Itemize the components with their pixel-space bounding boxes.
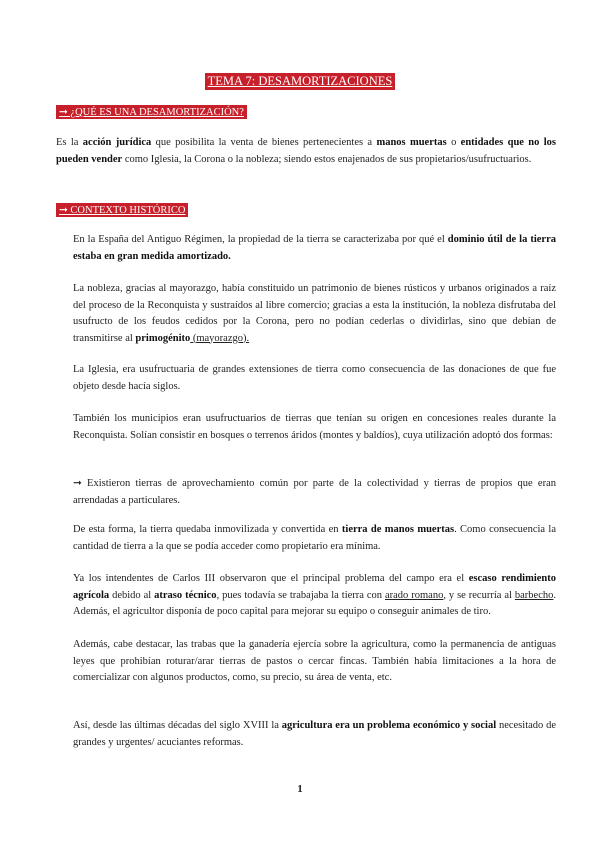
- context-paragraph-arrow-item: ➞ Existieron tierras de aprovechamiento común por parte de la colectividad y tierras de propios que eran arrendadas a particulares.: [73, 478, 556, 506]
- context-paragraph-1: En la España del Antiguo Régimen, la propiedad de la tierra se caracterizaba por qué el dominio útil de la tierra estaba en gran medida amortizado.: [73, 234, 556, 262]
- context-paragraph-church: La Iglesia, era usufructuaria de grandes extensiones de tierra como consecuencia de las donaciones de que fue objeto desde hacía siglos.: [73, 364, 556, 392]
- context-paragraph-carlos-iii: Ya los intendentes de Carlos III observaron que el principal problema del campo era el escaso rendimiento agrícola debido al atraso técnico, pues todavía se trabajaba la tierra con arado romano, y se recurría al barbecho. Además, el agricultor disponía de poco capital para mejorar su equipo o conseguir animales de tiro.: [73, 573, 556, 617]
- document-title: TEMA 7: DESAMORTIZACIONES: [205, 73, 396, 90]
- section-heading-what-is: ➞ ¿QUÉ ES UNA DESAMORTIZACIÓN?: [56, 105, 247, 119]
- context-paragraph-conclusion: Así, desde las últimas décadas del siglo XVIII la agricultura era un problema económico y social necesitado de grandes y urgentes/ acuciantes reformas.: [73, 720, 556, 748]
- context-paragraph-dead-hands: De esta forma, la tierra quedaba inmovilizada y convertida en tierra de manos muertas. Como consecuencia la cantidad de tierra a la que se podía acceder como propietario era mínima.: [73, 524, 556, 552]
- context-paragraph-municipalities: También los municipios eran usufructuarios de tierras que tenían su origen en concesiones reales durante la Reconquista. Solían consistir en bosques o terrenos áridos (montes y baldíos), cuya utilización adoptó dos formas:: [73, 413, 556, 441]
- page-number: 1: [297, 783, 303, 795]
- context-paragraph-livestock: Además, cabe destacar, las trabas que la ganadería ejercía sobre la agricultura, como la permanencia de antiguas leyes que prohibían roturar/arar tierras de pastos o cercar fincas. También había limitaciones a la hora de comercializar con algunos productos, como, su precio, su área de venta, etc.: [73, 639, 556, 683]
- definition-paragraph: Es la acción jurídica que posibilita la venta de bienes pertenecientes a manos muertas o entidades que no los pueden vender como Iglesia, la Corona o la nobleza; siendo estos enajenados de sus propietarios/usufructuarios.: [56, 137, 556, 165]
- title-container: [0, 72, 600, 90]
- context-paragraph-nobility: La nobleza, gracias al mayorazgo, había constituido un patrimonio de bienes rústicos y urbanos originados a raíz del proceso de la Reconquista y sustraídos al libre comercio; gracias a esta la institución, la nobleza disfrutaba del usufructo de los feudos cedidos por la Corona, pero no podían cederlas o dividirlas, sino que debían de transmitirse al primogénito (mayorazgo).: [73, 283, 556, 344]
- section-heading-context: ➞ CONTEXTO HISTÓRICO: [56, 203, 188, 217]
